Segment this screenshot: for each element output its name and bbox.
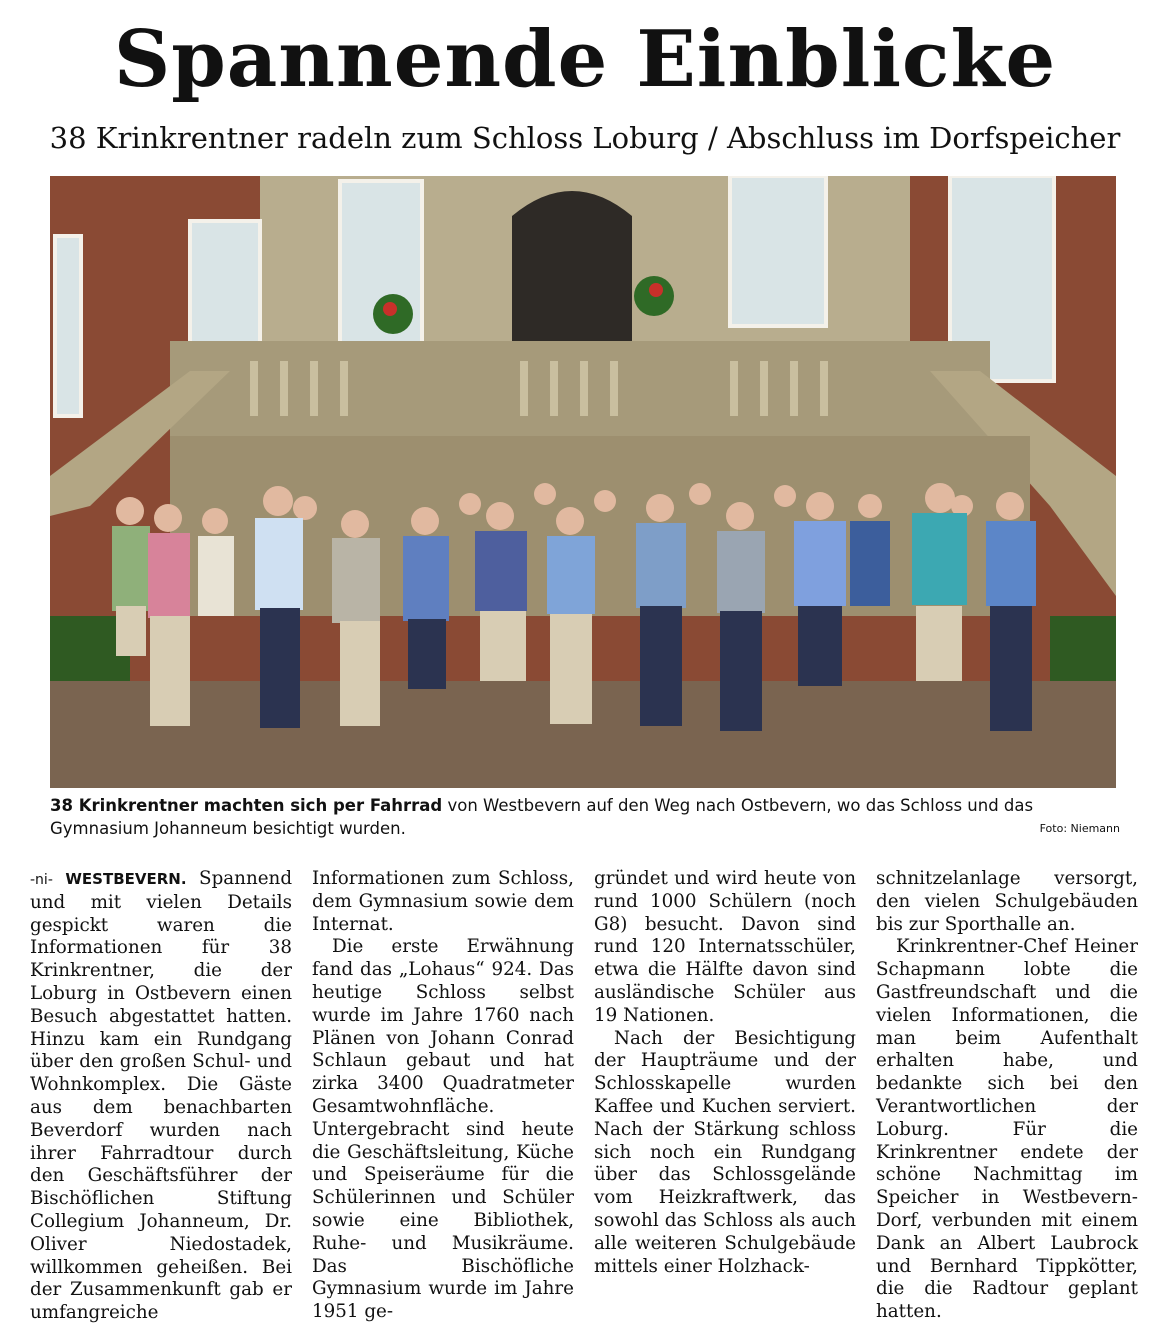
hedge xyxy=(1050,616,1116,686)
subheadline: 38 Krinkrentner radeln zum Schloss Loburg / Abschluss im Dorfspeicher xyxy=(49,121,1121,155)
article-paragraph: Nach der Besichtigung der Haupträume und der Schlosskapelle wurden Kaffee und Kuchen serviert. Nach der Stärkung schloss sich noch ein Rundgang über das Schlossgelände vom Heizkraftwerk, das sowohl das Schloss als auch alle weiteren Schulgebäude mittels einer Holzhack- xyxy=(594,1027,856,1277)
photo-credit: Foto: Niemann xyxy=(1039,822,1120,835)
article-paragraph: Die erste Erwähnung fand das „Lohaus“ 924. Das heutige Schloss selbst wurde im Jahre 1760 nach Plänen von Johann Conrad Schlaun gebaut und hat zirka 3400 Quadratmeter Gesamtwohnfläche. Untergebracht sind heute die Geschäftsleitung, Küche und Speiseräume für die Schülerinnen und Schüler sowie eine Bibliothek, Ruhe- und Musikräume. Das Bischöfliche Gymnasium wurde im Jahre 1951 ge- xyxy=(312,936,574,1323)
caption-lead: 38 Krinkrentner machten sich per Fahrrad xyxy=(50,796,443,815)
article-column-3 xyxy=(594,868,856,1278)
article-column-2 xyxy=(312,868,574,1324)
article-paragraph: Krinkrentner-Chef Heiner Schapmann lobte die Gastfreundschaft und die vielen Informationen, die man beim Aufenthalt erhalten habe, und bedankte sich bei den Verantwortlichen der Loburg. Für die Krinkrentner endete der schöne Nachmittag im Speicher in Westbevern-Dorf, verbunden mit einem Dank an Albert Laubrock und Bernhard Tippkötter, die die Radtour geplant hatten. xyxy=(876,936,1138,1323)
photo-caption xyxy=(50,794,1120,840)
window xyxy=(730,176,826,326)
caption-text: von Westbevern auf den Weg nach Ostbevern, wo das Schloss und das Gymnasium Johanneum besichtigt wurden. xyxy=(50,796,1034,838)
paragraph-text: Spannend und mit vielen Details gespickt waren die Informationen für 38 Krinkrentner, die der Loburg in Ostbevern einen Besuch abgestattet hatten. Hinzu kam ein Rundgang über den großen Schul- und Wohnkomplex. Die Gäste aus dem benachbarten Beverdorf wurden nach ihrer Fahrradtour durch den Geschäftsführer der Bischöflichen Stiftung Collegium Johanneum, Dr. Oliver Niedostadek, willkommen geheißen. Bei der Zusammenkunft gab er umfangreiche xyxy=(30,868,293,1324)
group-photo-icon xyxy=(50,176,1116,788)
castle-door xyxy=(512,191,632,346)
flower xyxy=(383,302,397,316)
author-tag: -ni- xyxy=(30,872,53,888)
article-paragraph xyxy=(30,868,292,1325)
flower xyxy=(649,283,663,297)
article-column-1 xyxy=(30,868,292,1325)
window xyxy=(55,236,81,416)
article-paragraph: gründet und wird heute von rund 1000 Schülern (noch G8) besucht. Davon sind rund 120 Internatsschüler, etwa die Hälfte davon sind ausländische Schüler aus 19 Nationen. xyxy=(594,868,856,1026)
article-paragraph: Informationen zum Schloss, dem Gymnasium sowie dem Internat. xyxy=(312,868,574,935)
dateline: WESTBEVERN. xyxy=(65,870,187,888)
group-photo xyxy=(50,176,1116,788)
article-paragraph: schnitzelanlage versorgt, den vielen Schulgebäuden bis zur Sporthalle an. xyxy=(876,868,1138,935)
article-column-4 xyxy=(876,868,1138,1324)
headline: Spannende Einblicke xyxy=(113,14,1057,105)
